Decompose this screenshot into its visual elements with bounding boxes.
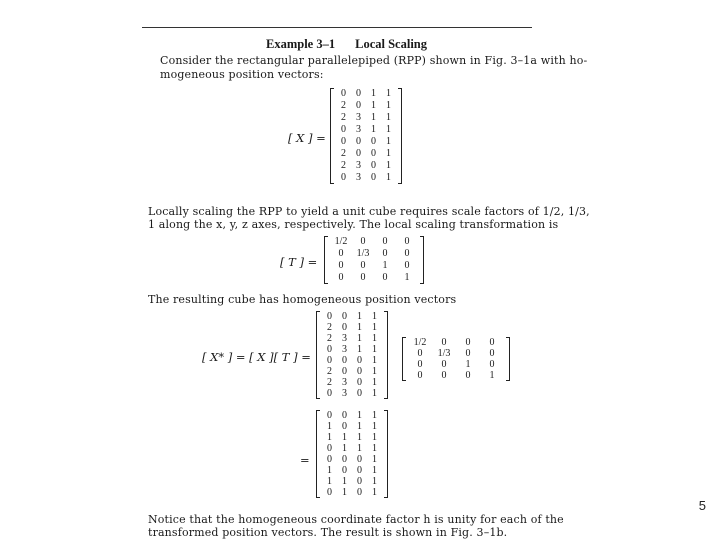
matrix-cell: 0 [371,136,376,147]
matrix-cell: 1 [372,388,377,399]
matrix-cell: 0 [371,172,376,183]
page-number: 5 [698,498,706,513]
matrix-cell: 0 [338,248,344,259]
matrix-cell: 0 [357,366,362,377]
example-heading [266,37,447,51]
matrix-cell: 0 [441,337,447,348]
matrix-cell: 2 [327,366,332,377]
matrix-row [322,432,382,443]
example-number: Example 3–1 [266,37,336,51]
matrix-cell: 0 [357,377,362,388]
matrix-cell: 1 [372,465,377,476]
matrix-cell: 1 [372,333,377,344]
matrix-cell: 0 [489,359,495,370]
matrix-cell: 0 [357,388,362,399]
matrix-cell: 3 [356,124,361,135]
matrix-cell: 0 [357,465,362,476]
matrix-cell: 0 [382,236,388,247]
matrix-cell: 0 [417,370,423,381]
matrix-row [330,272,418,284]
matrix-cell: 1 [327,465,332,476]
matrix-cell: 0 [327,344,332,355]
matrix-cell: 0 [441,370,447,381]
product-label: [ X* ] = [ X ][ T ] = [202,350,311,364]
matrix-cell: 0 [341,136,346,147]
matrix-row [322,377,382,388]
matrix-cell: 0 [417,348,423,359]
matrix-cell: 1 [386,172,391,183]
matrix-cell: 1 [342,487,347,498]
matrix-t-label: [ T ] = [280,255,318,269]
matrix-cell: 0 [327,443,332,454]
matrix-row [336,88,396,100]
matrix-cell: 3 [342,377,347,388]
intro-line-2: mogeneous position vectors: [160,68,324,81]
matrix-cell: 0 [417,359,423,370]
matrix-cell: 0 [360,260,366,271]
matrix-cell: 2 [327,377,332,388]
matrix-row [322,476,382,487]
notice-line-1: Notice that the homogeneous coordinate factor h is unity for each of the [148,513,564,526]
matrix-cell: 0 [327,311,332,322]
matrix-cell: 1 [327,476,332,487]
matrix-cell: 1/2 [334,236,348,247]
matrix-t [324,236,424,284]
matrix-cell: 0 [342,366,347,377]
top-rule [142,27,532,28]
matrix-cell: 2 [341,160,346,171]
matrix-cell: 3 [342,388,347,399]
matrix-row [408,348,504,359]
scaling-text-line-2: 1 along the x, y, z axes, respectively. The local scaling transformation is [148,218,559,231]
matrix-cell: 0 [371,148,376,159]
matrix-cell: 1 [372,432,377,443]
matrix-cell: 1 [386,124,391,135]
matrix-x-repeat [316,311,388,399]
matrix-row [336,100,396,112]
matrix-row [322,454,382,465]
matrix-row [322,344,382,355]
matrix-cell: 1 [386,100,391,111]
matrix-cell: 0 [327,388,332,399]
matrix-cell: 1 [357,443,362,454]
matrix-cell: 1 [357,432,362,443]
matrix-cell: 1 [357,333,362,344]
matrix-cell: 1 [357,421,362,432]
matrix-cell: 1 [386,160,391,171]
matrix-row [322,421,382,432]
matrix-row [408,359,504,370]
matrix-cell: 0 [441,359,447,370]
matrix-cell: 1 [372,366,377,377]
matrix-row [322,443,382,454]
matrix-cell: 0 [465,348,471,359]
matrix-row [336,136,396,148]
matrix-cell: 1 [372,487,377,498]
matrix-result [316,410,388,498]
matrix-cell: 3 [342,344,347,355]
matrix-row [336,112,396,124]
matrix-cell: 1/3 [356,248,370,259]
matrix-row [330,236,418,248]
matrix-cell: 2 [327,322,332,333]
matrix-cell: 0 [327,487,332,498]
matrix-cell: 0 [356,148,361,159]
matrix-cell: 1 [465,359,471,370]
matrix-cell: 1/2 [413,337,427,348]
matrix-cell: 1 [372,344,377,355]
matrix-cell: 1 [357,322,362,333]
matrix-cell: 2 [341,100,346,111]
matrix-row [408,337,504,348]
matrix-cell: 0 [342,311,347,322]
matrix-row [322,487,382,498]
matrix-cell: 2 [327,333,332,344]
matrix-x-label: [ X ] = [288,131,326,145]
matrix-cell: 0 [342,410,347,421]
matrix-cell: 1 [357,311,362,322]
matrix-row [336,148,396,160]
matrix-cell: 0 [342,355,347,366]
matrix-row [336,124,396,136]
matrix-cell: 1 [386,88,391,99]
matrix-cell: 1 [327,432,332,443]
matrix-cell: 1 [404,272,410,283]
matrix-cell: 0 [338,260,344,271]
matrix-t-repeat [402,337,510,381]
matrix-cell: 0 [404,260,410,271]
matrix-cell: 3 [356,112,361,123]
matrix-cell: 1 [342,432,347,443]
matrix-row [322,355,382,366]
matrix-cell: 0 [327,355,332,366]
matrix-cell: 1 [489,370,495,381]
matrix-cell: 1 [372,421,377,432]
matrix-cell: 1 [372,355,377,366]
matrix-cell: 0 [327,410,332,421]
matrix-cell: 1 [372,443,377,454]
matrix-row [330,260,418,272]
matrix-cell: 1 [371,124,376,135]
matrix-cell: 0 [404,248,410,259]
matrix-cell: 0 [338,272,344,283]
example-name: Local Scaling [355,37,427,51]
matrix-cell: 2 [341,148,346,159]
matrix-cell: 0 [465,370,471,381]
matrix-cell: 1 [372,476,377,487]
matrix-x [330,88,402,184]
matrix-cell: 0 [342,322,347,333]
matrix-cell: 3 [356,172,361,183]
matrix-cell: 0 [356,100,361,111]
matrix-cell: 0 [342,465,347,476]
matrix-cell: 1 [372,377,377,388]
matrix-cell: 1 [327,421,332,432]
matrix-cell: 0 [356,136,361,147]
matrix-cell: 0 [360,236,366,247]
matrix-row [322,333,382,344]
scaling-text-line-1: Locally scaling the RPP to yield a unit cube requires scale factors of 1/2, 1/3, [148,205,590,218]
matrix-cell: 1 [342,476,347,487]
result-text: The resulting cube has homogeneous position vectors [148,293,457,306]
matrix-row [322,366,382,377]
matrix-row [336,160,396,172]
matrix-cell: 0 [357,487,362,498]
matrix-cell: 3 [356,160,361,171]
matrix-cell: 1 [386,148,391,159]
matrix-cell: 0 [341,88,346,99]
matrix-cell: 1/3 [437,348,451,359]
matrix-row [322,311,382,322]
matrix-cell: 2 [341,112,346,123]
matrix-cell: 0 [342,421,347,432]
matrix-cell: 1 [372,311,377,322]
matrix-cell: 1 [371,100,376,111]
matrix-row [336,172,396,184]
matrix-cell: 0 [357,454,362,465]
matrix-cell: 0 [465,337,471,348]
matrix-cell: 0 [342,454,347,465]
matrix-cell: 1 [357,344,362,355]
matrix-row [408,370,504,381]
matrix-cell: 1 [372,410,377,421]
matrix-cell: 0 [357,476,362,487]
matrix-cell: 0 [356,88,361,99]
matrix-cell: 1 [372,454,377,465]
matrix-cell: 0 [489,337,495,348]
matrix-cell: 3 [342,333,347,344]
matrix-cell: 1 [372,322,377,333]
matrix-row [322,388,382,399]
matrix-cell: 0 [360,272,366,283]
matrix-cell: 0 [382,272,388,283]
matrix-cell: 0 [371,160,376,171]
matrix-cell: 1 [371,112,376,123]
matrix-cell: 1 [382,260,388,271]
matrix-cell: 0 [327,454,332,465]
matrix-cell: 1 [342,443,347,454]
matrix-cell: 0 [382,248,388,259]
matrix-row [322,322,382,333]
matrix-cell: 1 [386,136,391,147]
matrix-row [330,248,418,260]
matrix-cell: 0 [404,236,410,247]
matrix-cell: 0 [489,348,495,359]
equals-sign: = [300,453,310,467]
notice-line-2: transformed position vectors. The result is shown in Fig. 3–1b. [148,526,508,539]
matrix-cell: 1 [357,410,362,421]
matrix-cell: 0 [357,355,362,366]
matrix-cell: 1 [371,88,376,99]
matrix-cell: 0 [341,124,346,135]
matrix-cell: 0 [341,172,346,183]
matrix-cell: 1 [386,112,391,123]
matrix-row [322,465,382,476]
intro-line-1: Consider the rectangular parallelepiped (RPP) shown in Fig. 3–1a with ho- [160,54,588,67]
matrix-row [322,410,382,421]
